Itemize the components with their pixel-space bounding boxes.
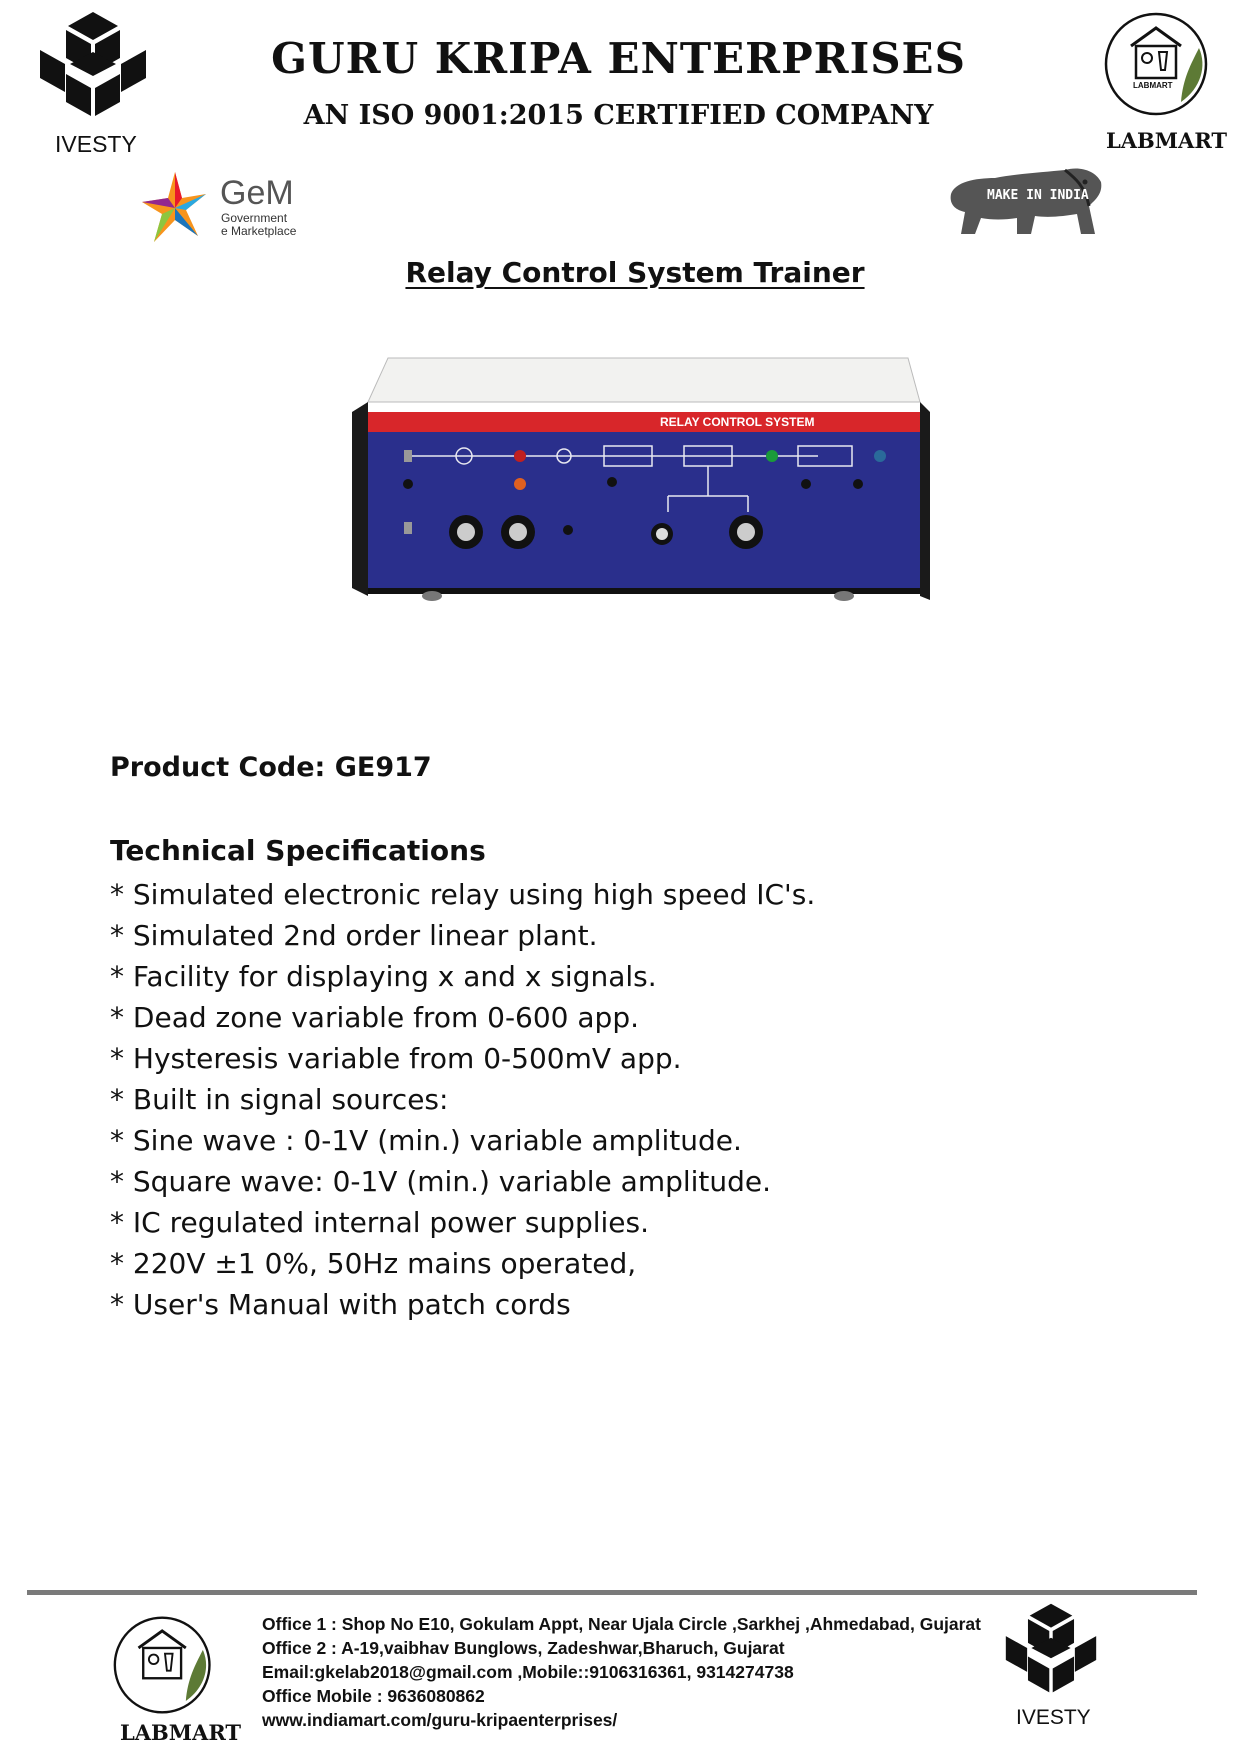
spec-item: * Dead zone variable from 0-600 app. <box>110 1001 640 1034</box>
spec-item: * IC regulated internal power supplies. <box>110 1206 649 1239</box>
footer-office-2: Office 2 : A-19,vaibhav Bunglows, Zadeshwar,Bharuch, Gujarat <box>262 1638 785 1658</box>
spec-item: * Hysteresis variable from 0-500mV app. <box>110 1042 682 1075</box>
labmart-emblem-icon <box>112 1612 218 1718</box>
footer-labmart-logo <box>112 1612 242 1745</box>
gem-subtitle-2: e Marketplace <box>221 224 297 238</box>
certification-line: AN ISO 9001:2015 CERTIFIED COMPANY <box>303 100 934 131</box>
gem-wordmark: GeM <box>220 174 294 212</box>
make-in-india-logo <box>945 164 1105 244</box>
ivesty-label: IVESTY <box>55 131 137 157</box>
product-title: Relay Control System Trainer <box>405 256 865 289</box>
specifications-heading: Technical Specifications <box>110 834 486 867</box>
footer-email-mobile: Email:gkelab2018@gmail.com ,Mobile::9106316361, 9314274738 <box>262 1662 794 1682</box>
company-name: GURU KRIPA ENTERPRISES <box>271 34 966 83</box>
make-in-india-text: MAKE IN INDIA <box>987 188 1089 203</box>
footer-divider <box>27 1590 1197 1595</box>
labmart-inner-text: LABMART <box>1133 81 1173 90</box>
footer-contact-block <box>262 1612 981 1732</box>
product-code: Product Code: GE917 <box>110 752 432 783</box>
footer-office-1: Office 1 : Shop No E10, Gokulam Appt, Near Ujala Circle ,Sarkhej ,Ahmedabad, Gujarat <box>262 1614 981 1634</box>
ivesty-logo <box>38 10 158 160</box>
gem-logo <box>140 170 310 250</box>
footer-website: www.indiamart.com/guru-kripaenterprises/ <box>262 1710 618 1730</box>
spec-item: * Simulated electronic relay using high speed IC's. <box>110 878 816 911</box>
spec-item: * Built in signal sources: <box>110 1083 449 1116</box>
spec-item: * Facility for displaying x and x signals. <box>110 960 657 993</box>
panel-label: RELAY CONTROL SYSTEM <box>660 415 815 429</box>
spec-item: * Simulated 2nd order linear plant. <box>110 919 598 952</box>
lion-icon <box>945 164 1105 244</box>
product-image <box>348 352 930 604</box>
labmart-emblem-icon <box>1103 8 1215 120</box>
trainer-device-illustration <box>348 352 930 604</box>
ivesty-cube-icon <box>1004 1602 1098 1706</box>
footer-labmart-label: LABMART <box>120 1720 242 1745</box>
spec-item: * Square wave: 0-1V (min.) variable amplitude. <box>110 1165 772 1198</box>
labmart-logo <box>1098 8 1228 158</box>
spec-item: * User's Manual with patch cords <box>110 1288 571 1321</box>
footer-office-mobile: Office Mobile : 9636080862 <box>262 1686 485 1706</box>
labmart-label: LABMART <box>1106 128 1228 153</box>
gem-subtitle-1: Government <box>221 211 288 225</box>
spec-item: * 220V ±1 0%, 50Hz mains operated, <box>110 1247 637 1280</box>
specifications-list <box>110 874 815 1325</box>
footer-ivesty-label: IVESTY <box>1016 1706 1091 1729</box>
gem-star-icon <box>140 170 210 246</box>
spec-item: * Sine wave : 0-1V (min.) variable amplitude. <box>110 1124 742 1157</box>
footer-ivesty-logo <box>1004 1602 1114 1742</box>
